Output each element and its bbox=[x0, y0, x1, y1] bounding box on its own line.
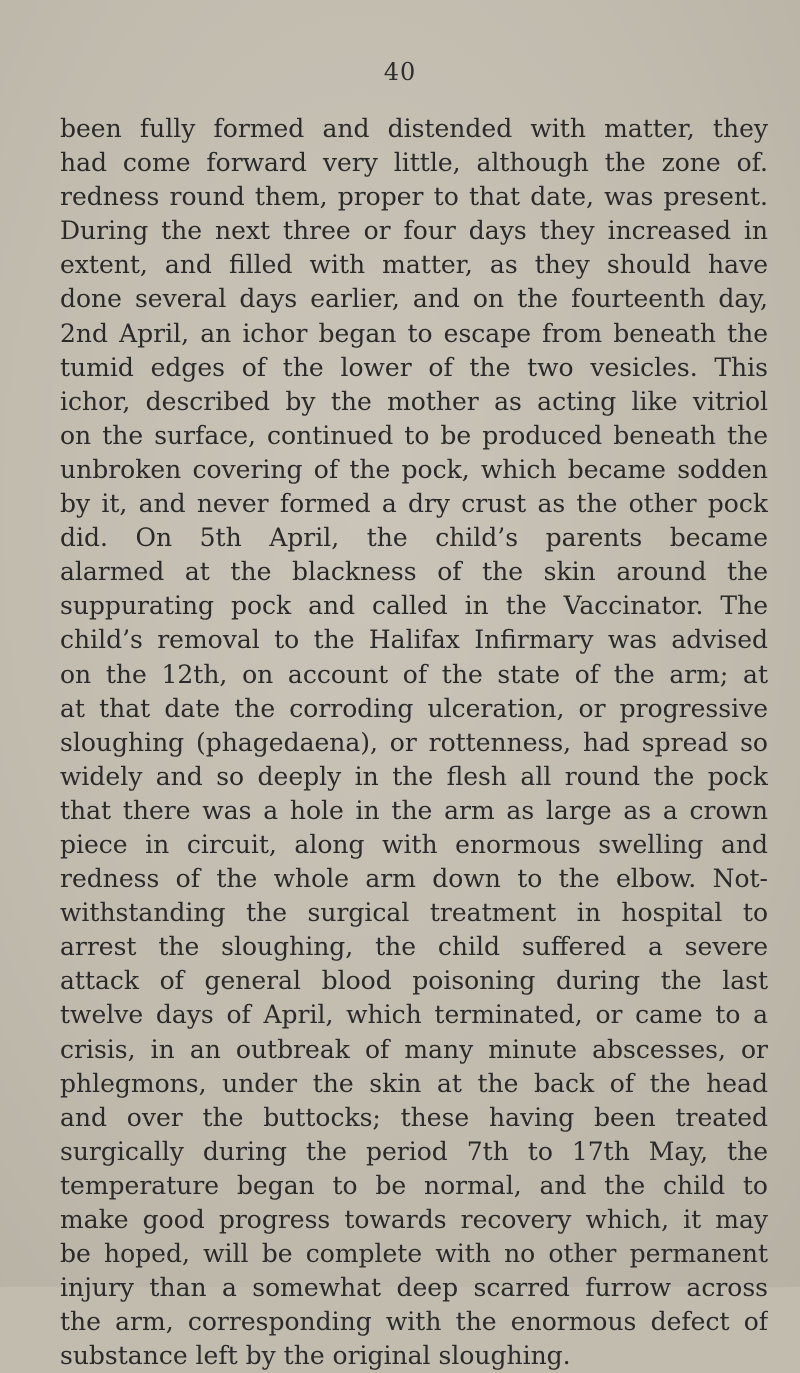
text-line: phlegmons, under the skin at the back of the head bbox=[60, 1068, 768, 1098]
text-line: redness round them, proper to that date, was present. bbox=[60, 182, 768, 212]
text-line: attack of general blood poisoning during the last bbox=[60, 966, 768, 996]
text-line: be hoped, will be complete with no other permanent bbox=[60, 1239, 768, 1269]
text-line: sloughing (phagedaena), or rottenness, had spread so bbox=[60, 727, 768, 757]
text-line: substance left by the original sloughing. bbox=[60, 1341, 571, 1371]
text-line: twelve days of April, which terminated, or came to a bbox=[60, 1000, 768, 1030]
text-line: alarmed at the blackness of the skin around the bbox=[60, 557, 768, 587]
text-line: child’s removal to the Halifax Infirmary was advised bbox=[60, 625, 768, 655]
text-line: During the next three or four days they increased in bbox=[60, 216, 768, 246]
text-line: redness of the whole arm down to the elbow. Not- bbox=[60, 864, 768, 894]
body-text bbox=[60, 112, 768, 1373]
text-line: ichor, described by the mother as acting like vitriol bbox=[60, 386, 768, 416]
text-line: temperature began to be normal, and the child to bbox=[60, 1170, 768, 1200]
text-line: that there was a hole in the arm as large as a crown bbox=[60, 795, 768, 825]
text-line: on the 12th, on account of the state of the arm; at bbox=[60, 659, 768, 689]
text-line: at that date the corroding ulceration, or progressive bbox=[60, 693, 768, 723]
text-line: arrest the sloughing, the child suffered a severe bbox=[60, 932, 768, 962]
text-line: had come forward very little, although the zone of. bbox=[60, 148, 768, 178]
text-line: extent, and filled with matter, as they should have bbox=[60, 250, 768, 280]
text-line: withstanding the surgical treatment in hospital to bbox=[60, 898, 768, 928]
text-line: done several days earlier, and on the fourteenth day, bbox=[60, 284, 768, 314]
text-line: been fully formed and distended with matter, they bbox=[60, 114, 768, 143]
text-line: by it, and never formed a dry crust as the other pock bbox=[60, 489, 768, 519]
text-line: unbroken covering of the pock, which became sodden bbox=[60, 454, 768, 484]
text-line: make good progress towards recovery which, it may bbox=[60, 1205, 768, 1234]
text-line: and over the buttocks; these having been treated bbox=[60, 1102, 768, 1132]
text-line: surgically during the period 7th to 17th May, the bbox=[60, 1136, 768, 1166]
text-line: 2nd April, an ichor began to escape from beneath the bbox=[60, 318, 768, 348]
text-line: tumid edges of the lower of the two vesicles. This bbox=[60, 352, 768, 382]
text-line: crisis, in an outbreak of many minute abscesses, or bbox=[60, 1034, 768, 1064]
text-line: on the surface, continued to be produced beneath the bbox=[60, 420, 768, 450]
page-number: 40 bbox=[383, 58, 417, 86]
text-line: injury than a somewhat deep scarred furrow across bbox=[60, 1273, 768, 1303]
text-line: piece in circuit, along with enormous swelling and bbox=[60, 829, 768, 859]
text-line: suppurating pock and called in the Vaccinator. The bbox=[60, 591, 768, 621]
text-line: did. On 5th April, the child’s parents became bbox=[60, 523, 768, 553]
text-line: the arm, corresponding with the enormous defect of bbox=[60, 1307, 768, 1337]
text-line: widely and so deeply in the flesh all round the pock bbox=[60, 761, 768, 791]
